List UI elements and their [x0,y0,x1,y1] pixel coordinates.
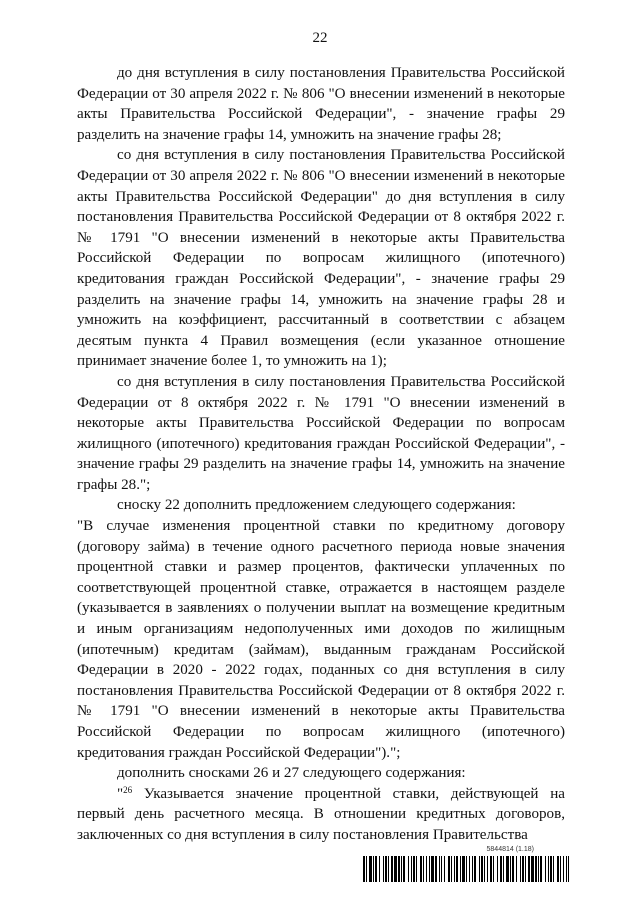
barcode-bar [394,856,397,882]
barcode-bar [528,856,530,882]
barcode-bar [522,856,524,882]
barcode-bar [466,856,467,882]
barcode-bar [497,856,498,882]
barcode-bar [484,856,485,882]
barcode-bar [431,856,434,882]
barcode-bar [516,856,517,882]
barcode-bar [420,856,422,882]
paragraph: со дня вступления в силу постановления Правительства Российской Федерации от 8 октября 2022 г. № 1791 "О внесении изменений в некоторые акты Правительства Российской Федерации по вопросам жилищного (ипотечного) кредитования граждан Российской Федерации", - значение графы 29 разделить на значение графы 14, умножить на значение графы 28."; [77,373,565,493]
barcode-bar [379,856,380,882]
barcode-bar [490,856,492,882]
paragraph: "В случае изменения процентной ставки по кредитному договору (договору займа) в течение одного расчетного периода новые значения процентной ставки и размер процентов, фактически уплаченных по соответствующей процентной ставке, отражается в настоящем разделе (указывается в заявлениях о получении выплат на возмещение кредитным и иным организациям недополученных ими доходов по жилищным (ипотечным) кредитам (займам), выданным гражданам Российской Федерации в 2020 - 2022 годах, поданных со дня вступления в силу постановления Правительства Российской Федерации от 8 октября 2022 г. № 1791 "О внесении изменений в некоторые акты Правительства Российской Федерации по вопросам жилищного (ипотечного) кредитования граждан Российской Федерации")."; [77,518,565,761]
barcode-bar [538,856,539,882]
barcode-bar [566,856,567,882]
barcode-bar [375,856,377,882]
barcode-bar [510,856,511,882]
barcode-bar [525,856,526,882]
barcode-bar [366,856,367,882]
barcode-bar [500,856,502,882]
barcode-bar [448,856,450,882]
barcode-label: 5844814 (1.18) [486,846,534,853]
footnote-marker: 26 [123,784,133,795]
barcode-bar [385,856,387,882]
barcode-bar [441,856,442,882]
barcode-bar [456,856,458,882]
barcode-bar [493,856,494,882]
barcode-bar [408,856,409,882]
barcode-bar [548,856,549,882]
document-body [77,63,565,846]
barcode-bar [398,856,400,882]
barcode-bar [429,856,430,882]
barcode-bar [545,856,546,882]
barcode-bar [373,856,374,882]
barcode-bar [413,856,415,882]
barcode-bar [481,856,483,882]
barcode-bar [503,856,504,882]
barcode-bar [531,856,534,882]
barcode-bar [416,856,417,882]
barcode-bar [411,856,412,882]
footnote-text: Указывается значение процентной ставки, действующей на первый день расчетного месяца. В отношении кредитных договоров, заключенных со дня вступления в силу постановления Правительства [77,785,565,843]
barcode-bar [563,856,564,882]
barcode-bar [388,856,389,882]
barcode-bar [444,856,445,882]
barcode-bar [403,856,405,882]
barcode-bar [462,856,465,882]
barcode-bar [426,856,427,882]
barcode-graphic [363,856,569,882]
barcode-bar [557,856,559,882]
footnote-open-quote: " [117,785,124,802]
barcode-bar [469,856,470,882]
footnote-paragraph [77,784,565,846]
barcode-bar [383,856,384,882]
barcode-bar [540,856,542,882]
barcode-bar [553,856,554,882]
barcode-bar [487,856,488,882]
barcode-bar [435,856,437,882]
barcode-bar [520,856,521,882]
barcode-bar [439,856,440,882]
paragraph: дополнить сносками 26 и 27 следующего содержания: [117,765,466,782]
barcode-bar [568,856,569,882]
barcode-bar [560,856,561,882]
barcode-bar [423,856,424,882]
barcode-bar [479,856,480,882]
paragraph: сноску 22 дополнить предложением следующего содержания: [117,497,516,514]
page-number: 22 [312,30,328,46]
barcode-bar [454,856,455,882]
barcode-bar [451,856,452,882]
barcode-bar [535,856,537,882]
barcode-bar [506,856,509,882]
barcode-bar [460,856,461,882]
barcode-bar [401,856,402,882]
barcode-bar [391,856,393,882]
barcode-block [363,846,569,882]
barcode-bar [474,856,476,882]
barcode-bar [363,856,365,882]
paragraph: до дня вступления в силу постановления Правительства Российской Федерации от 30 апреля 2022 г. № 806 "О внесении изменений в некоторые акты Правительства Российской Федерации", - значение графы 29 разделить на значение графы 14, умножить на значение графы 28; [77,65,565,143]
barcode-bar [512,856,514,882]
barcode-bar [369,856,372,882]
paragraph: со дня вступления в силу постановления Правительства Российской Федерации от 30 апреля 2022 г. № 806 "О внесении изменений в некоторые акты Правительства Российской Федерации" до дня вступления в силу постановления Правительства Российской Федерации от 8 октября 2022 г. № 1791 "О внесении изменений в некоторые акты Правительства Российской Федерации по вопросам жилищного (ипотечного) кредитования граждан Российской Федерации", - значение графы 29 разделить на значение графы 14, умножить на значение графы 28 и умножить на коэффициент, рассчитанный в соответствии с абзацем десятым пункта 4 Правил возмещения (если указанное отношение принимает значение более 1, то умножить на 1); [77,147,565,370]
barcode-bar [472,856,473,882]
barcode-bar [550,856,552,882]
